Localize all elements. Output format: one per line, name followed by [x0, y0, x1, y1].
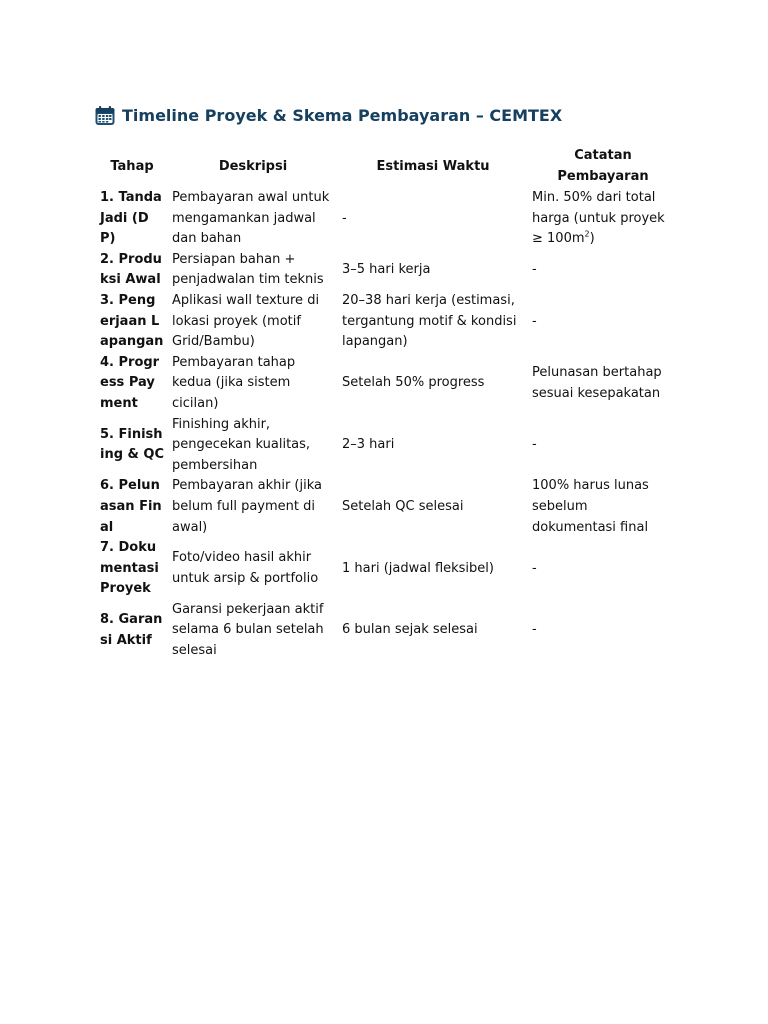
description-cell: Pembayaran tahap kedua (jika sistem cicilan)	[172, 354, 296, 411]
document-title: Timeline Proyek & Skema Pembayaran – CEMTEX	[122, 106, 563, 125]
note-cell: -	[532, 437, 537, 453]
time-cell: 20–38 hari kerja (estimasi, tergantung motif & kondisi lapangan)	[342, 292, 517, 350]
document-heading	[94, 105, 562, 127]
table-row	[96, 353, 678, 415]
note-cell: -	[532, 560, 537, 576]
timeline-table	[96, 146, 678, 662]
note-cell	[528, 188, 678, 250]
time-cell: 2–3 hari	[342, 437, 395, 453]
column-header-estimasi-waktu: Estimasi Waktu	[376, 158, 490, 174]
stage-cell: 7. Dokumentasi Proyek	[100, 540, 159, 597]
stage-cell: 3. Pengerjaan Lapangan	[100, 292, 164, 350]
table-row	[96, 476, 678, 538]
stage-cell: 6. Pelunasan Final	[100, 478, 162, 535]
stage-cell: 2. Produksi Awal	[100, 251, 162, 288]
time-cell: Setelah 50% progress	[342, 375, 485, 391]
stage-cell: 1. Tanda Jadi (DP)	[100, 190, 162, 247]
description-cell: Persiapan bahan + penjadwalan tim teknis	[172, 251, 324, 288]
description-cell: Aplikasi wall texture di lokasi proyek (motif Grid/Bambu)	[172, 292, 320, 350]
note-cell: Pelunasan bertahap sesuai kesepakatan	[532, 365, 662, 401]
stage-cell: 4. Progress Payment	[100, 354, 160, 411]
column-header-catatan-pembayaran: Catatan Pembayaran	[557, 148, 649, 184]
time-cell: 1 hari (jadwal fleksibel)	[342, 560, 494, 576]
note-cell: -	[532, 622, 537, 638]
description-cell: Pembayaran awal untuk mengamankan jadwal dan bahan	[172, 190, 330, 247]
table-row	[96, 250, 678, 291]
column-header-deskripsi: Deskripsi	[218, 158, 288, 174]
table-header-row	[96, 146, 678, 188]
time-cell: Setelah QC selesai	[342, 498, 464, 514]
description-cell: Pembayaran akhir (jika belum full payment di awal)	[172, 478, 322, 535]
table-row	[96, 415, 678, 477]
stage-cell: 5. Finishing & QC	[100, 426, 164, 463]
note-cell: -	[532, 262, 537, 278]
time-cell: -	[342, 210, 347, 226]
note-superscript: 2	[584, 229, 590, 239]
description-cell: Finishing akhir, pengecekan kualitas, pembersihan	[172, 416, 311, 473]
table-row	[96, 600, 678, 662]
description-cell: Foto/video hasil akhir untuk arsip & portfolio	[172, 550, 319, 586]
note-cell: -	[532, 313, 537, 329]
table-row	[96, 291, 678, 353]
time-cell: 3–5 hari kerja	[342, 262, 431, 278]
time-cell: 6 bulan sejak selesai	[342, 622, 478, 638]
note-text: Min. 50% dari total harga (untuk proyek ≥ 100m	[532, 190, 665, 247]
calendar-icon	[94, 105, 116, 127]
table-row	[96, 188, 678, 250]
note-text-end: )	[589, 231, 595, 247]
stage-cell: 8. Garansi Aktif	[100, 612, 163, 648]
table-row	[96, 538, 678, 600]
note-cell: 100% harus lunas sebelum dokumentasi final	[532, 478, 649, 535]
description-cell: Garansi pekerjaan aktif selama 6 bulan setelah selesai	[172, 601, 324, 659]
column-header-tahap: Tahap	[110, 158, 154, 174]
